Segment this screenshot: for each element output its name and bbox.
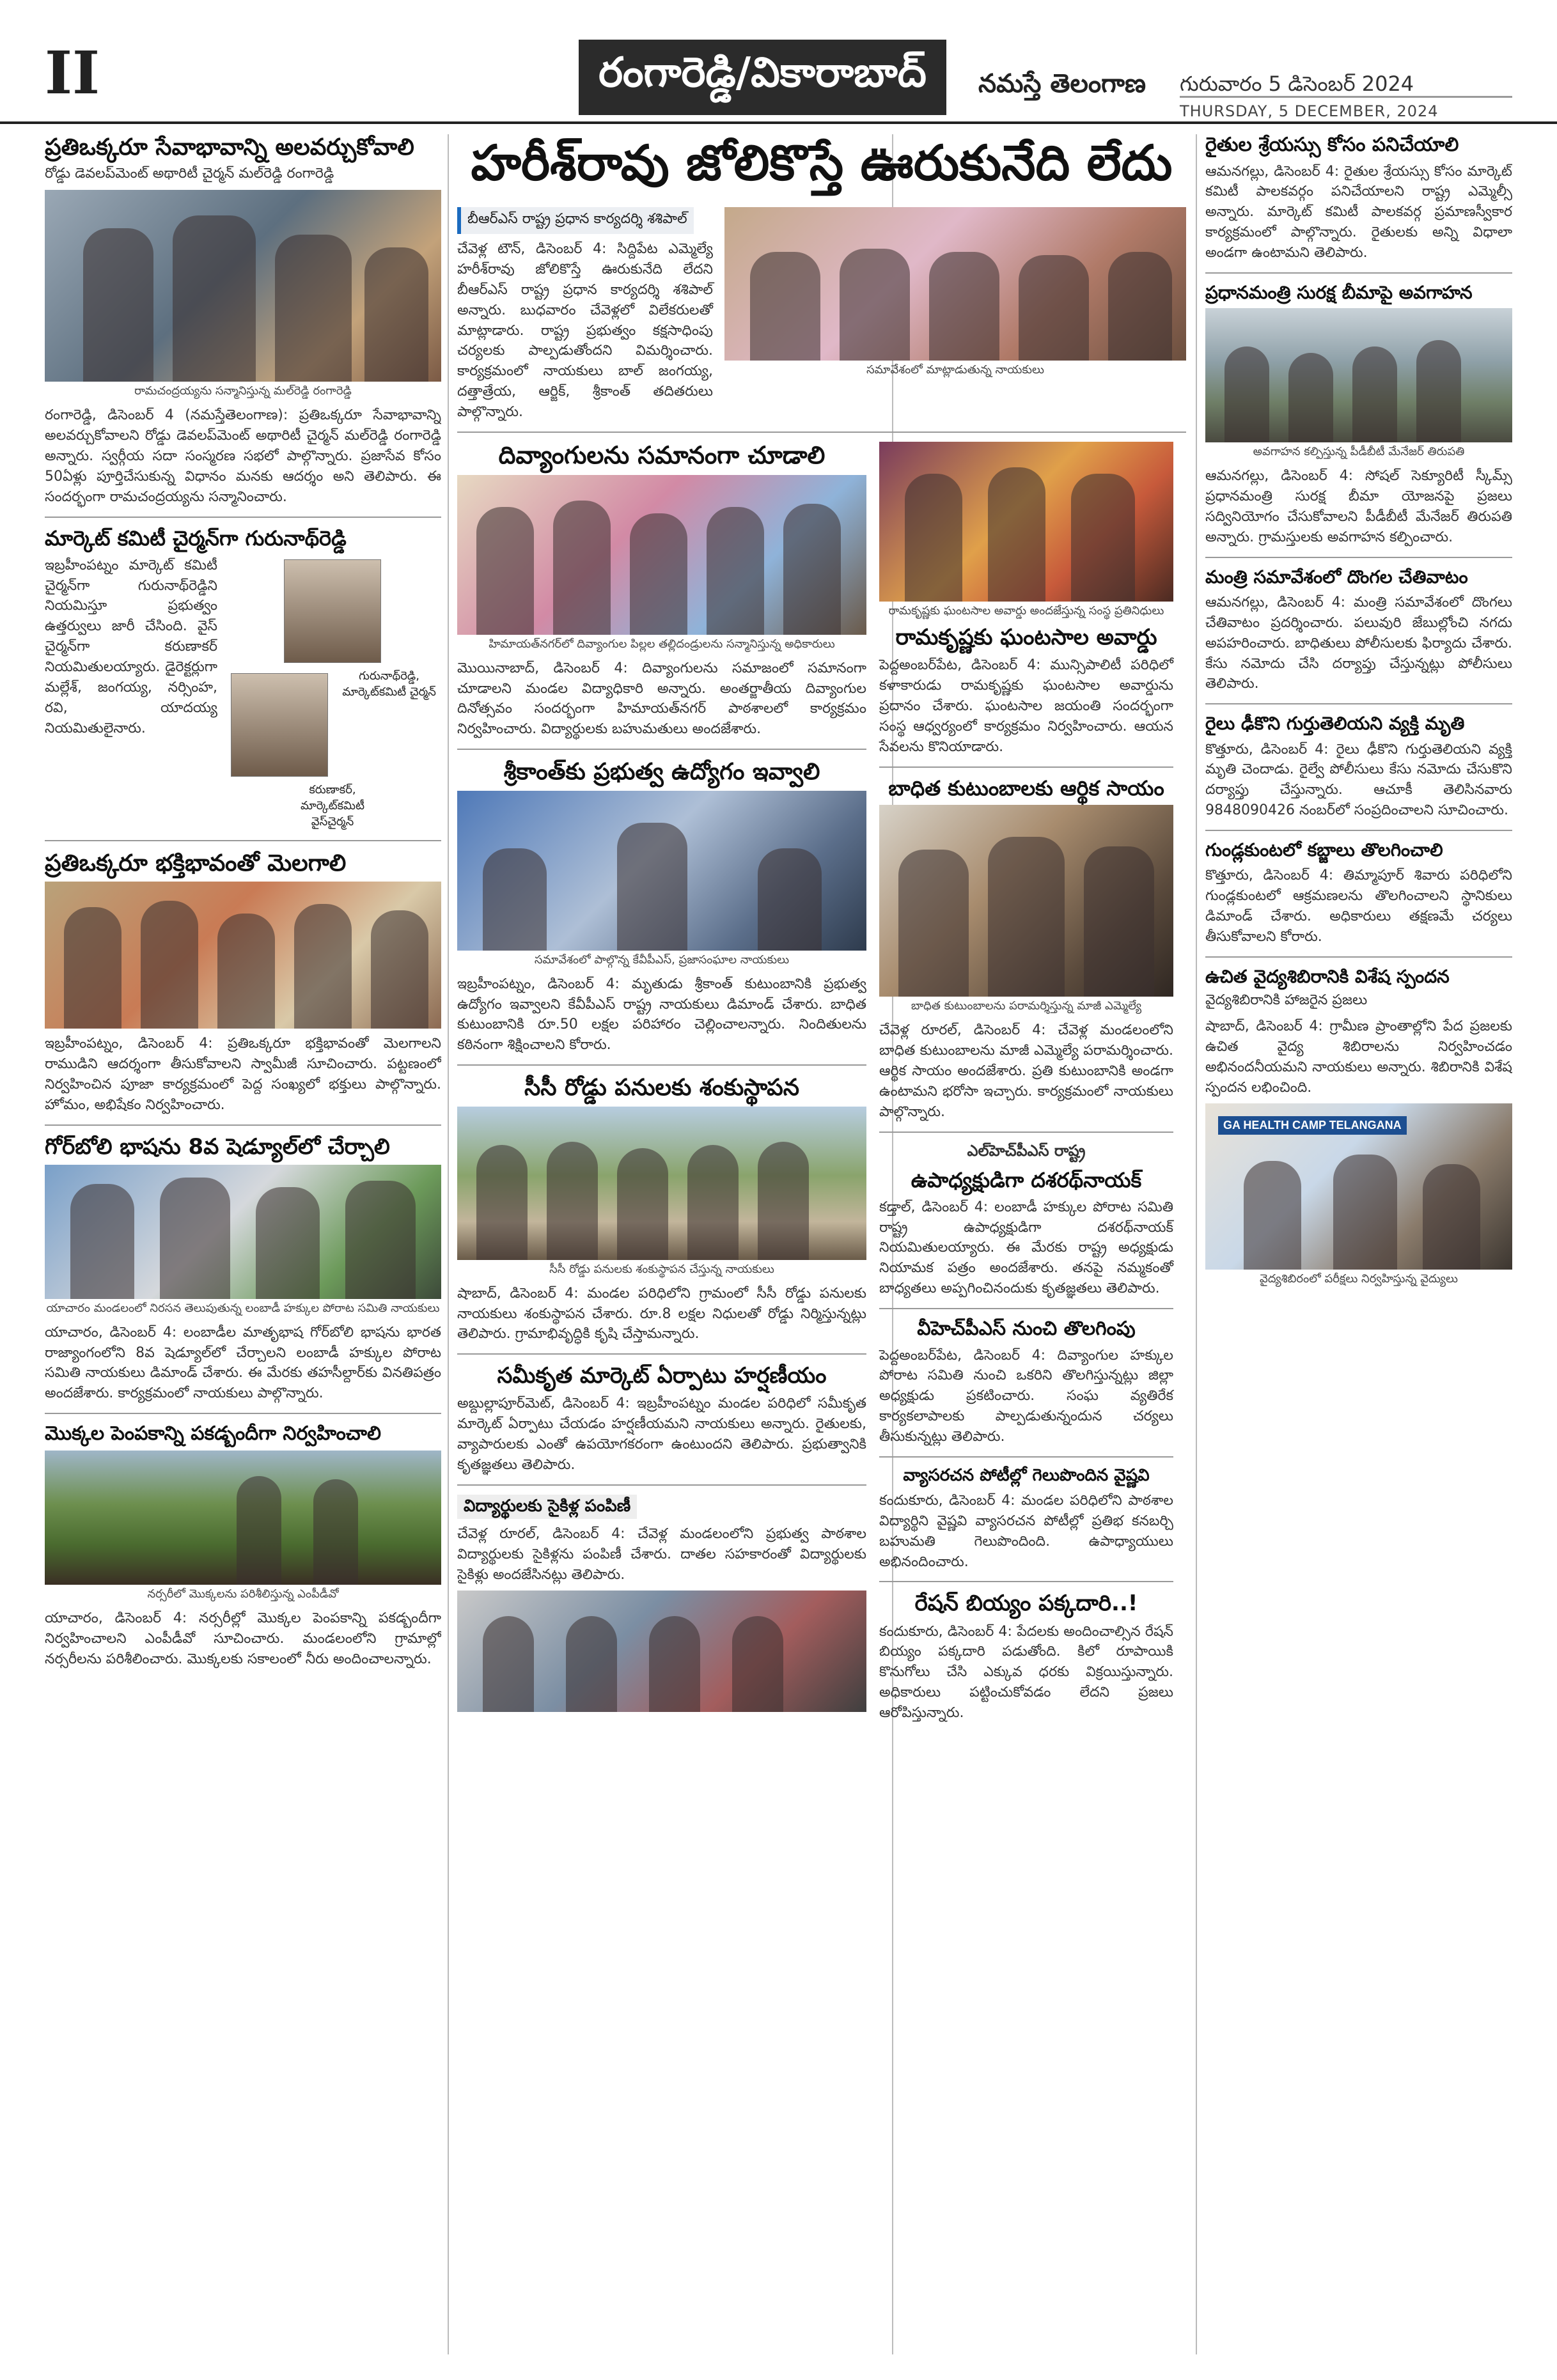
divider	[1205, 830, 1512, 831]
headline: వ్యాసరచన పోటీల్లో గెలుపొందిన వైష్ణవి	[903, 1466, 1150, 1486]
photo-caption: సమావేశంలో పాల్గొన్న కేవీపీఎస్, ప్రజాసంఘాల నాయకులు	[534, 953, 790, 967]
article-suraksha	[1205, 283, 1512, 548]
article-body: ఆమనగల్లు, డిసెంబర్ 4: సోషల్ సెక్యూరిటీ స్కీమ్స్ ప్రధానమంత్రి సురక్ష బీమా యోజనపై ప్రజలు సద్వినియోగం చేసుకోవాలని పీడీబీటీ మేనేజర్ తిరుపతి అన్నారు. గ్రామస్తులకు అవగాహన కల్పించారు.	[1205, 468, 1512, 545]
headline: సమీకృత మార్కెట్ ఏర్పాటు హర్షణీయం	[497, 1363, 827, 1389]
masthead	[0, 0, 1557, 124]
article-body: ఆమనగల్లు, డిసెంబర్ 4: రైతుల శ్రేయస్సు కోసం మార్కెట్ కమిటీ పాలకవర్గం పనిచేయాలని రాష్ట్ర ఎమ్మెల్సీ అన్నారు. మార్కెట్ కమిటీ పాలకవర్గ ప్రమాణస్వీకార కార్యక్రమంలో పాల్గొన్నారు. రైతులకు అన్ని విధాలా అండగా ఉంటామని తెలిపారు.	[1205, 163, 1512, 261]
article-lhps	[879, 1142, 1173, 1299]
divider	[45, 517, 441, 518]
column-center	[457, 134, 1186, 2354]
headline: వీహెచ్‌పీఎస్ నుంచి తొలగింపు	[917, 1318, 1136, 1341]
photo	[45, 190, 441, 382]
center-split	[457, 442, 1186, 1732]
center-left-column	[457, 442, 866, 1732]
article-market	[457, 1364, 866, 1475]
article-body: ఇబ్రహీంపట్నం మార్కెట్ కమిటీ చైర్మన్‌గా గురునాథ్‌రెడ్డిని నియమిస్తూ ప్రభుత్వం ఉత్తర్వులు జారీ చేసింది. వైస్ చైర్మన్‌గా కరుణాకర్ నియమితులయ్యారు. డైరెక్టర్లుగా మల్లేశ్, జంగయ్య, నర్సింహ, రవి, యాదయ్య నియమితులైనారు.	[45, 557, 217, 736]
photo	[457, 791, 866, 951]
article-body: కడ్తాల్, డిసెంబర్ 4: లంబాడీ హక్కుల పోరాట సమితి రాష్ట్ర ఉపాధ్యక్షుడిగా దశరథ్‌నాయక్ నియమితులయ్యారు. ఈ మేరకు రాష్ట్ర అధ్యక్షుడు నియామక పత్రం అందజేశారు. తనపై నమ్మకంతో బాధ్యతలు అప్పగించినందుకు కృతజ్ఞతలు తెలిపారు.	[879, 1199, 1173, 1297]
divider	[45, 840, 441, 841]
article-body: చేవెళ్ల రూరల్, డిసెంబర్ 4: చేవెళ్ల మండలంలోని ప్రభుత్వ పాఠశాల విద్యార్థులకు సైకిళ్లను పంపిణీ చేశారు. దాతల సహకారంతో విద్యార్థులకు సైకిళ్లు అందజేసినట్లు తెలిపారు.	[457, 1525, 866, 1583]
article-ration	[879, 1591, 1173, 1723]
photo-caption: యాచారం మండలంలో నిరసన తెలుపుతున్న లంబాడీ హక్కుల పోరాట సమితి నాయకులు	[46, 1301, 440, 1315]
article-body: కందుకూరు, డిసెంబర్ 4: మండల పరిధిలోని పాఠశాల విద్యార్థిని వైష్ణవి వ్యాసరచన పోటీల్లో ప్రతిభ కనబర్చి బహుమతి గెలుపొందింది. ఉపాధ్యాయులు అభినందించారు.	[879, 1492, 1173, 1570]
divider	[879, 766, 1173, 768]
divider	[457, 749, 866, 750]
article-body: కొత్తూరు, డిసెంబర్ 4: తిమ్మాపూర్ శివారు పరిధిలోని గుండ్లకుంటలో ఆక్రమణలను తొలగించాలని స్థానికులు డిమాండ్ చేశారు. అధికారులు తక్షణమే చర్యలు తీసుకోవాలని కోరారు.	[1205, 867, 1512, 945]
divider	[1205, 272, 1512, 274]
headline: ప్రతిఒక్కరూ సేవాభావాన్ని అలవర్చుకోవాలి	[45, 134, 414, 160]
article-cc-road	[457, 1075, 866, 1344]
headline: రైతుల శ్రేయస్సు కోసం పనిచేయాలి	[1205, 134, 1459, 156]
portrait-caption: గురునాథ్‌రెడ్డి, మార్కెట్‌కమిటీ చైర్మన్	[342, 669, 436, 699]
article-body: కొత్తూరు, డిసెంబర్ 4: రైలు ఢీకొని గుర్తుతెలియని వ్యక్తి మృతి చెందాడు. రైల్వే పోలీసులు కేసు నమోదు చేసుకొని దర్యాప్తు చేస్తున్నారు. ఆచూకీ తెలిసినవారు 9848090426 నంబర్‌లో సంప్రదించాలని సూచించారు.	[1205, 741, 1512, 819]
subheadline: రోడ్డు డెవలప్‌మెంట్ అథారిటీ చైర్మన్ మల్‌రెడ్డి రంగారెడ్డి	[45, 166, 334, 182]
photo-caption: బాధిత కుటుంబాలను పరామర్శిస్తున్న మాజీ ఎమ్మెల్యే	[911, 999, 1142, 1013]
article-essay	[879, 1466, 1173, 1572]
lead-article	[457, 134, 1186, 423]
photo-caption: సీసీ రోడ్డు పనులకు శంకుస్థాపన చేస్తున్న నాయకులు	[549, 1262, 774, 1276]
article-body: రంగారెడ్డి, డిసెంబర్ 4 (నమస్తేతెలంగాణ): ప్రతిఒక్కరూ సేవాభావాన్ని అలవర్చుకోవాలని రోడ్డు డెవలప్‌మెంట్ అథారిటీ చైర్మన్ మల్‌రెడ్డి రంగారెడ్డి అన్నారు. స్వర్గీయ సదా సంస్మరణ సభలో పాల్గొన్నారు. ప్రజాసేవ కోసం 50ఏళ్లు పూర్తిచేసుకున్న విధానం మనకు ఆదర్శం అని తెలిపారు. ఈ సందర్భంగా రామచంద్రయ్యను సన్మానించారు.	[45, 407, 441, 505]
portrait-caption: కరుణాకర్, మార్కెట్‌కమిటీ వైస్‌చైర్మన్	[300, 782, 364, 828]
headline: గోర్‌బోలి భాషను 8వ షెడ్యూల్‌లో చేర్చాలి	[45, 1133, 390, 1160]
article-body: అబ్దుల్లాపూర్‌మెట్, డిసెంబర్ 4: ఇబ్రహీంపట్నం మండల పరిధిలో సమీకృత మార్కెట్ ఏర్పాటు చేయడం హర్షణీయమని నాయకులు అన్నారు. రైతులకు, వ్యాపారులకు ఎంతో ఉపయోగకరంగా ఉంటుందని తెలిపారు. ప్రభుత్వానికి కృతజ్ఞతలు తెలిపారు.	[457, 1396, 866, 1474]
photo	[45, 882, 441, 1029]
photo-caption: రామచంద్రయ్యను సన్మానిస్తున్న మల్‌రెడ్డి రంగారెడ్డి	[134, 384, 352, 398]
date-english: THURSDAY, 5 DECEMBER, 2024	[1180, 102, 1439, 120]
photo-caption: సమావేశంలో మాట్లాడుతున్న నాయకులు	[866, 363, 1044, 377]
column-left	[45, 134, 441, 2354]
photo-caption: హిమాయత్‌నగర్‌లో దివ్యాంగుల పిల్లల తల్లిదండ్రులను సన్మానిస్తున్న అధికారులు	[489, 637, 835, 651]
newspaper-name: నమస్తే తెలంగాణ	[978, 69, 1146, 98]
article-bhakti	[45, 850, 441, 1116]
article-body: షాబాద్, డిసెంబర్ 4: మండల పరిధిలోని గ్రామంలో సీసీ రోడ్డు పనులకు నాయకులు శంకుస్థాపన చేశారు. రూ.8 లక్షల నిధులతో రోడ్డు నిర్మిస్తున్నట్లు తెలిపారు. గ్రామాభివృద్ధికి కృషి చేస్తామన్నారు.	[457, 1285, 866, 1342]
headline: బాధిత కుటుంబాలకు ఆర్థిక సాయం	[888, 775, 1164, 800]
article-body: కందుకూరు, డిసెంబర్ 4: పేదలకు అందించాల్సిన రేషన్ బియ్యం పక్కదారి పడుతోంది. కిలో రూపాయికి కొనుగోలు చేసి ఎక్కువ ధరకు విక్రయిస్తున్నారు. అధికారులు పట్టించుకోవడం లేదని ప్రజలు ఆరోపిస్తున్నారు.	[879, 1623, 1173, 1722]
article-train	[1205, 713, 1512, 821]
divider	[879, 1132, 1173, 1133]
photo	[724, 207, 1186, 361]
photo	[457, 475, 866, 635]
health-camp-banner: GA HEALTH CAMP TELANGANA	[1218, 1116, 1407, 1135]
article-seva	[45, 134, 441, 508]
headline: గుండ్లకుంటలో కబ్జాలు తొలగించాలి	[1205, 839, 1443, 861]
subheadline: ఎల్‌హెచ్‌పీఎస్ రాష్ట్ర	[967, 1141, 1086, 1160]
photo-caption: రామకృష్ణకు ఘంటసాల అవార్డు అందజేస్తున్న సంస్థ ప్రతినిధులు	[888, 604, 1164, 618]
article-farmers	[1205, 134, 1512, 263]
headline: శ్రీకాంత్‌కు ప్రభుత్వ ఉద్యోగం ఇవ్వాలి	[503, 759, 820, 786]
headline: రేషన్ బియ్యం పక్కదారి..!	[914, 1591, 1138, 1617]
page-number: II	[45, 38, 100, 107]
article-divyangulu	[457, 442, 866, 740]
divider	[879, 1308, 1173, 1309]
column-rule	[1196, 134, 1197, 2354]
headline: ఉపాధ్యక్షుడిగా దశరథ్‌నాయక్	[911, 1167, 1142, 1192]
photo	[879, 442, 1173, 602]
lead-text-column	[457, 207, 713, 423]
lead-tagline: బీఆర్‌ఎస్ రాష్ట్ర ప్రధాన కార్యదర్శి శశిపాల్	[457, 207, 694, 234]
article-body: యాచారం, డిసెంబర్ 4: నర్సరీల్లో మొక్కల పెంపకాన్ని పకడ్బందీగా నిర్వహించాలని ఎంపీడీవో సూచించారు. మండలంలోని గ్రామాల్లో నర్సరీలను పరిశీలించారు. మొక్కలకు సకాలంలో నీరు అందించాలన్నారు.	[45, 1610, 441, 1667]
photo	[879, 805, 1173, 997]
headline: మొక్కల పెంపకాన్ని పకడ్బందీగా నిర్వహించాలి	[45, 1422, 381, 1445]
divider	[45, 1124, 441, 1126]
divider	[1205, 956, 1512, 958]
lead-photo-column	[724, 207, 1186, 423]
article-body: చేవెళ్ల టౌన్, డిసెంబర్ 4: సిద్దిపేట ఎమ్మెల్యే హరీశ్‌రావు జోలికొస్తే ఊరుకునేది లేదని బీఆర్‌ఎస్ రాష్ట్ర ప్రధాన కార్యదర్శి శశిపాల్ అన్నారు. బుధవారం చేవెళ్లలో విలేకరులతో మాట్లాడారు. రాష్ట్ర ప్రభుత్వం కక్షసాధింపు చర్యలకు పాల్పడుతోందని విమర్శించారు. కార్యక్రమంలో నాయకులు బాల్ జంగయ్య, దత్తాత్రేయ, ఆర్జిక్, శ్రీకాంత్ తదితరులు పాల్గొన్నారు.	[457, 241, 713, 421]
date-telugu: గురువారం 5 డిసెంబర్ 2024	[1180, 72, 1414, 96]
divider	[879, 1581, 1173, 1582]
photo-caption: అవగాహన కల్పిస్తున్న పీడీబీటీ మేనేజర్ తిరుపతి	[1253, 445, 1465, 459]
divider	[457, 1353, 866, 1355]
headline: ఉచిత వైద్యశిబిరానికి విశేష స్పందన	[1205, 965, 1450, 987]
divider	[1205, 703, 1512, 704]
headline: మార్కెట్ కమిటీ చైర్మన్‌గా గురునాథ్‌రెడ్డి	[45, 525, 347, 550]
divider	[457, 432, 1186, 433]
article-body: ఇబ్రహీంపట్నం, డిసెంబర్ 4: ప్రతిఒక్కరూ భక్తిభావంతో మెలగాలని రాముడిని ఆదర్శంగా తీసుకోవాలని స్వామీజీ సూచించారు. పట్టణంలో నిర్వహించిన పూజా కార్యక్రమంలో పెద్ద సంఖ్యలో భక్తులు పాల్గొన్నారు. హోమం, అభిషేకం నిర్వహించారు.	[45, 1036, 441, 1113]
article-body: యాచారం, డిసెంబర్ 4: లంబాడీల మాతృభాష గోర్‌బోలి భాషను భారత రాజ్యాంగంలోని 8వ షెడ్యూల్‌లో చేర్చాలని లంబాడీ హక్కుల పోరాట సమితి నాయకులు డిమాండ్ చేశారు. ఈ మేరకు తహసీల్దార్‌కు వినతిపత్రం అందజేశారు. కార్యక్రమంలో నాయకులు పాల్గొన్నారు.	[45, 1324, 441, 1402]
subheadline: వైద్యశిబిరానికి హాజరైన ప్రజలు	[1205, 992, 1368, 1009]
section-title: రంగారెడ్డి/వికారాబాద్	[579, 40, 946, 115]
article-gorboli	[45, 1135, 441, 1404]
article-srikanth	[457, 759, 866, 1055]
article-vhps	[879, 1318, 1173, 1447]
headline: ప్రధానమంత్రి సురక్ష బీమాపై అవగాహన	[1205, 281, 1473, 303]
article-body: పెద్దఅంబర్‌పేట, డిసెంబర్ 4: దివ్యాంగుల హక్కుల పోరాట సమితి నుంచి ఒకరిని తొలగిస్తున్నట్లు జిల్లా అధ్యక్షుడు ప్రకటించారు. సంఘ వ్యతిరేక కార్యకలాపాలకు పాల్పడుతున్నందున చర్యలు తీసుకున్నట్లు తెలిపారు.	[879, 1347, 1173, 1445]
article-relief	[879, 777, 1173, 1123]
photo	[45, 1451, 441, 1585]
portraits	[224, 556, 441, 831]
article-nursery	[45, 1423, 441, 1669]
headline: రామకృష్ణకు ఘంటసాల అవార్డు	[895, 625, 1157, 651]
column-right	[1205, 134, 1512, 2354]
portrait-photo	[231, 673, 328, 777]
article-thieves	[1205, 567, 1512, 695]
article-body: పెద్దఅంబర్‌పేట, డిసెంబర్ 4: మున్సిపాలిటీ పరిధిలో కళాకారుడు రామకృష్ణకు ఘంటసాల అవార్డును ప్రదానం చేశారు. ఘంటసాల జయంతి సందర్భంగా సంస్థ ఆధ్వర్యంలో కార్యక్రమం నిర్వహించారు. ఆయన సేవలను కొనియాడారు.	[879, 657, 1173, 755]
divider	[457, 1484, 866, 1486]
article-health-camp	[1205, 967, 1512, 1288]
photo	[1205, 1103, 1512, 1270]
photo	[457, 1107, 866, 1260]
article-body: షాబాద్, డిసెంబర్ 4: గ్రామీణ ప్రాంతాల్లోని పేద ప్రజలకు ఉచిత వైద్య శిబిరాలను నిర్వహించడం అభినందనీయమని నాయకులు అన్నారు. శిబిరానికి విశేష స్పందన లభించింది.	[1205, 1018, 1512, 1096]
photo	[45, 1165, 441, 1299]
divider	[879, 1456, 1173, 1458]
headline: మంత్రి సమావేశంలో దొంగల చేతివాటం	[1205, 566, 1468, 587]
divider	[45, 1413, 441, 1414]
photo	[1205, 308, 1512, 442]
lead-headline: హరీశ్‌రావు జోలికొస్తే ఊరుకునేది లేదు	[471, 134, 1173, 191]
article-encroachment	[1205, 840, 1512, 947]
article-award	[879, 442, 1173, 758]
column-rule	[448, 134, 449, 2354]
divider	[1205, 557, 1512, 558]
divider	[457, 1064, 866, 1066]
article-body: ఆమనగల్లు, డిసెంబర్ 4: మంత్రి సమావేశంలో దొంగలు చేతివాటం ప్రదర్శించారు. పలువురి జేబుల్లోంచి నగదు అపహరించారు. బాధితులు పోలీసులకు ఫిర్యాదు చేశారు. కేసు నమోదు చేసి దర్యాప్తు చేస్తున్నట్లు పోలీసులు తెలిపారు.	[1205, 594, 1512, 692]
photo-caption: వైద్యశిబిరంలో పరీక్షలు నిర్వహిస్తున్న వైద్యులు	[1260, 1272, 1458, 1286]
article-cycles	[457, 1495, 866, 1712]
headline: రైలు ఢీకొని గుర్తుతెలియని వ్యక్తి మృతి	[1205, 713, 1465, 735]
headline: విద్యార్థులకు సైకిళ్ల పంపిణీ	[457, 1495, 637, 1519]
portrait-photo	[284, 559, 381, 663]
article-market-committee	[45, 527, 441, 831]
center-right-column	[879, 442, 1173, 1732]
article-body: మొయినాబాద్, డిసెంబర్ 4: దివ్యాంగులను సమాజంలో సమానంగా చూడాలని మండల విద్యాధికారి అన్నారు. అంతర్జాతీయ దివ్యాంగుల దినోత్సవం సందర్భంగా హిమాయత్‌నగర్ పాఠశాలలో కార్యక్రమం నిర్వహించారు. విద్యార్థులకు బహుమతులు అందజేశారు.	[457, 660, 866, 738]
date-divider	[1180, 96, 1512, 98]
photo	[457, 1591, 866, 1712]
headline: సీసీ రోడ్డు పనులకు శంకుస్థాపన	[524, 1075, 800, 1101]
article-body: చేవెళ్ల రూరల్, డిసెంబర్ 4: చేవెళ్ల మండలంలోని బాధిత కుటుంబాలను మాజీ ఎమ్మెల్యే పరామర్శించారు. ఆర్థిక సాయం అందజేశారు. ప్రతి కుటుంబానికి అండగా ఉంటామని భరోసా ఇచ్చారు. కార్యక్రమంలో నాయకులు పాల్గొన్నారు.	[879, 1022, 1173, 1120]
headline: దివ్యాంగులను సమానంగా చూడాలి	[498, 441, 825, 470]
photo-caption: నర్సరీలో మొక్కలను పరిశీలిస్తున్న ఎంపీడీవో	[147, 1587, 339, 1601]
article-body: ఇబ్రహీంపట్నం, డిసెంబర్ 4: మృతుడు శ్రీకాంత్ కుటుంబానికి ప్రభుత్వ ఉద్యోగం ఇవ్వాలని కేవీపీఎస్ రాష్ట్ర నాయకులు డిమాండ్ చేశారు. బాధిత కుటుంబానికి రూ.50 లక్షల పరిహారం చెల్లించాలన్నారు. నిందితులను కఠినంగా శిక్షించాలని కోరారు.	[457, 976, 866, 1054]
headline: ప్రతిఒక్కరూ భక్తిభావంతో మెలగాలి	[45, 850, 347, 876]
